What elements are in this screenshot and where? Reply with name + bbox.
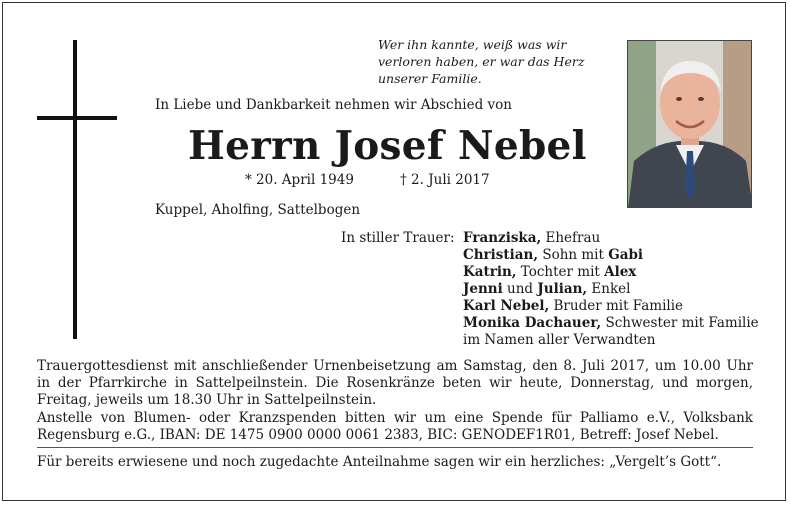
mourner-row: Christian, Sohn mit Gabi (463, 247, 644, 263)
mourner-row: Franziska, Ehefrau (463, 230, 601, 246)
mourner-row: im Namen aller Verwandten (463, 332, 656, 348)
poem-line: Wer ihn kannte, weiß was wir (378, 37, 567, 52)
mourners-list (463, 230, 759, 349)
poem-line: verloren haben, er war das Herz (378, 54, 585, 69)
poem-line: unserer Familie. (378, 71, 482, 86)
mourner-row: Karl Nebel, Bruder mit Familie (463, 298, 684, 314)
birth-date: * 20. April 1949 (245, 172, 354, 188)
mourner-row: Jenni und Julian, Enkel (463, 281, 631, 297)
death-date: † 2. Juli 2017 (400, 172, 490, 188)
farewell-intro: In Liebe und Dankbarkeit nehmen wir Abschied von (155, 97, 512, 113)
portrait-image (628, 41, 752, 208)
mourner-row: Katrin, Tochter mit Alex (463, 264, 637, 280)
places-list: Kuppel, Aholfing, Sattelbogen (155, 202, 361, 218)
portrait-photo (627, 40, 752, 208)
memorial-poem (378, 36, 608, 87)
deceased-name: Herrn Josef Nebel (188, 123, 587, 169)
service-info: Trauergottesdienst mit anschließender Urnenbeisetzung am Samstag, den 8. Juli 2017, um 10.00 Uhr in der Pfarrkirche in Sattelpeilnstein. Die Rosenkränze beten wir heute, Donnerstag, und morgen, Freitag, jeweils um 18.30 Uhr in Sattelpeilnstein. (37, 358, 753, 408)
divider (37, 447, 753, 448)
thanks-text: Für bereits erwiesene und noch zugedachte Anteilnahme sagen wir ein herzliches: „Vergelt’s Gott“. (37, 454, 722, 470)
mourner-row: Monika Dachauer, Schwester mit Familie (463, 315, 759, 331)
mourners-label: In stiller Trauer: (341, 230, 455, 246)
donation-info: Anstelle von Blumen- oder Kranzspenden bitten wir um eine Spende für Palliamo e.V., Volksbank Regensburg e.G., IBAN: DE 1475 0900 0000 0061 2383, BIC: GENODEF1R01, Betreff: Josef Nebel. (37, 410, 753, 443)
